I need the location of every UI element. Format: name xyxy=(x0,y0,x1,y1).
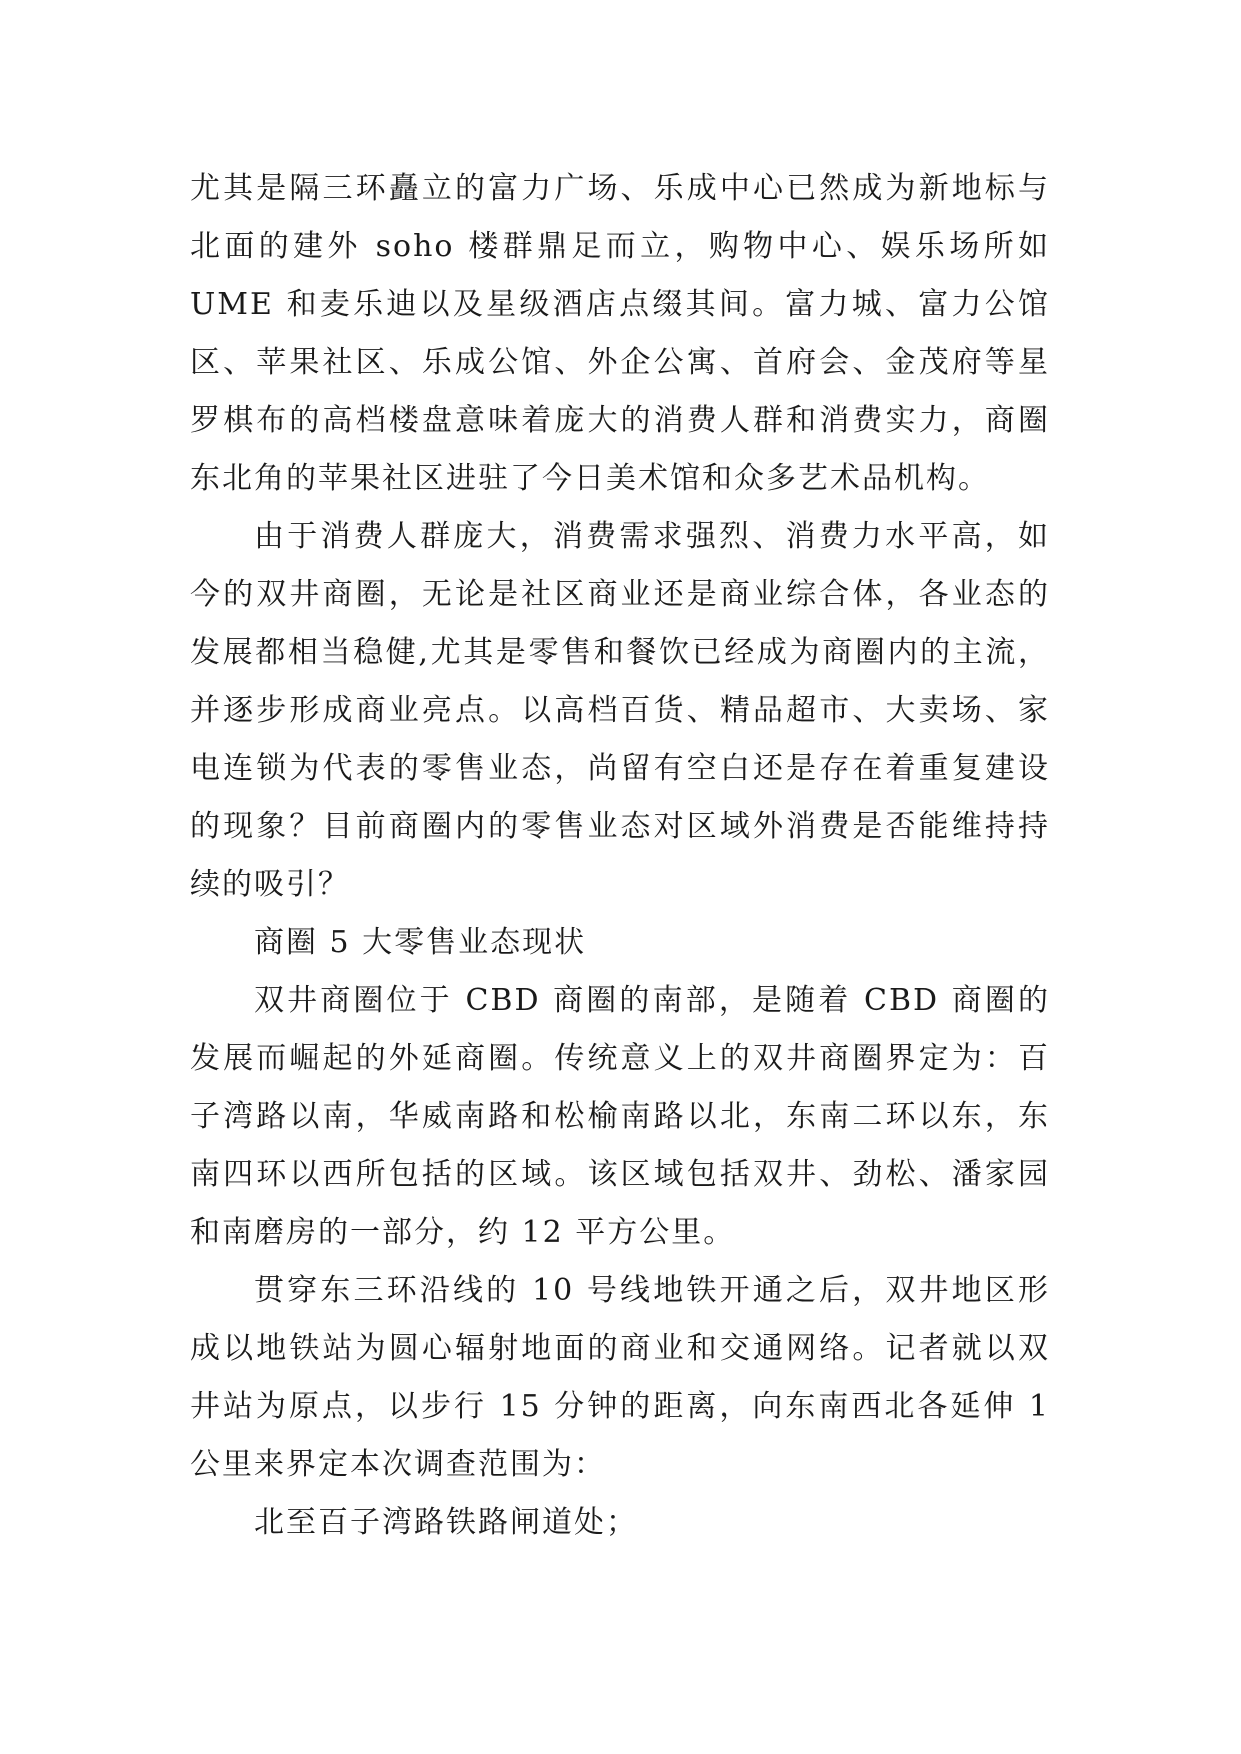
section-heading: 商圈 5 大零售业态现状 xyxy=(254,925,587,960)
paragraph-4: 贯穿东三环沿线的 10 号线地铁开通之后，双井地区形成以地铁站为圆心辐射地面的商业和交通网络。记者就以双井站为原点，以步行 15 分钟的距离，向东南西北各延伸 1 公里来界定本次调查范围为： xyxy=(190,1273,1050,1482)
document-body xyxy=(190,160,1050,1552)
paragraph-1: 尤其是隔三环矗立的富力广场、乐成中心已然成为新地标与北面的建外 soho 楼群鼎足而立，购物中心、娱乐场所如 UME 和麦乐迪以及星级酒店点缀其间。富力城、富力公馆区、苹果社区、乐成公馆、外企公寓、首府会、金茂府等星罗棋布的高档楼盘意味着庞大的消费人群和消费实力，商圈东北角的苹果社区进驻了今日美术馆和众多艺术品机构。 xyxy=(190,171,1050,496)
paragraph-5: 北至百子湾路铁路闸道处； xyxy=(254,1505,638,1540)
paragraph-2: 由于消费人群庞大，消费需求强烈、消费力水平高，如今的双井商圈，无论是社区商业还是商业综合体，各业态的发展都相当稳健,尤其是零售和餐饮已经成为商圈内的主流，并逐步形成商业亮点。以高档百货、精品超市、大卖场、家电连锁为代表的零售业态，尚留有空白还是存在着重复建设的现象？目前商圈内的零售业态对区域外消费是否能维持持续的吸引？ xyxy=(190,519,1050,902)
paragraph-3: 双井商圈位于 CBD 商圈的南部，是随着 CBD 商圈的发展而崛起的外延商圈。传统意义上的双井商圈界定为：百子湾路以南，华威南路和松榆南路以北，东南二环以东，东南四环以西所包括的区域。该区域包括双井、劲松、潘家园和南磨房的一部分，约 12 平方公里。 xyxy=(190,983,1050,1250)
